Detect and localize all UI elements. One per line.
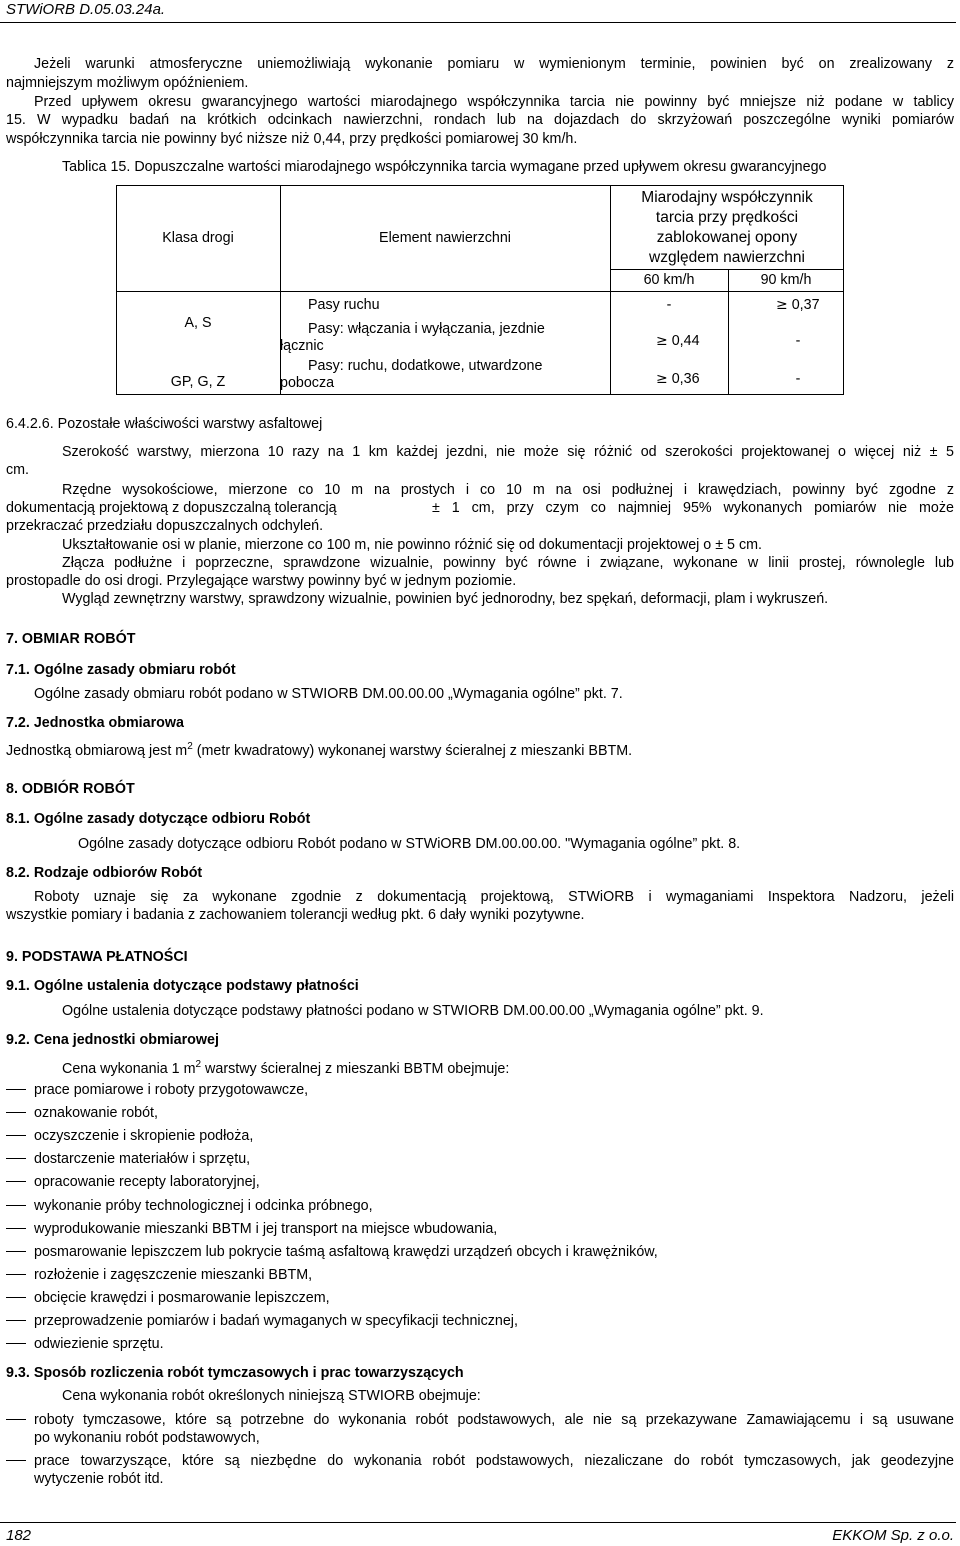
cost-item: dostarczenie materiałów i sprzętu, <box>34 1151 251 1167</box>
list-dash-icon <box>6 1228 26 1229</box>
cost-item: przeprowadzenie pomiarów i badań wymaganych w specyfikacji technicznej, <box>34 1313 518 1329</box>
greater-equal-symbol: ≥ <box>656 371 668 387</box>
section-7-2-text-sup: 2 <box>187 741 193 752</box>
table-row-1-v60: - <box>666 297 672 313</box>
table-row-2-element-line-1: Pasy: włączania i wyłączania, jezdnie <box>308 321 545 337</box>
intro-paragraph-1-line-2: najmniejszym możliwym opóźnieniem. <box>6 75 249 91</box>
header-divider <box>0 22 956 23</box>
accompanying-works-line-1: prace towarzyszące, które są niezbędne do wykonania robót podstawowych, niezaliczane do robót tymczasowych, jak geodezyjne <box>34 1453 954 1469</box>
table-row-1-v90 <box>776 295 820 315</box>
cost-item: oznakowanie robót, <box>34 1105 158 1121</box>
appearance-requirement: Wygląd zewnętrzny warstwy, sprawdzony wizualnie, powinien być jednorodny, bez spękań, deformacji, plam i wykruszeń. <box>62 591 829 607</box>
table-border-bottom <box>116 394 844 395</box>
levels-requirement-line-3: przekraczać przedziału dopuszczalnych odchyleń. <box>6 518 324 534</box>
list-dash-icon <box>6 1089 26 1090</box>
temporary-works-line-1: roboty tymczasowe, które są potrzebne do wykonania robót podstawowych, ale nie są przekazywane Zamawiającemu i są usuwane <box>34 1412 954 1428</box>
footer-divider <box>0 1522 956 1523</box>
greater-equal-symbol: ≥ <box>656 333 668 349</box>
table-row-2-element-line-2: łącznic <box>280 338 324 354</box>
cost-item: wyprodukowanie mieszanki BBTM i jej transport na miejsce wbudowania, <box>34 1221 498 1237</box>
company-name: EKKOM Sp. z o.o. <box>832 1527 954 1544</box>
section-7-1-heading: 7.1. Ogólne zasady obmiaru robót <box>6 662 236 678</box>
table-row-3-v90: - <box>795 371 801 387</box>
table-header-coef-line-1: Miarodajny współczynnik <box>641 189 813 206</box>
table-row-2-v90: - <box>795 333 801 349</box>
levels-requirement-line-1: Rzędne wysokościowe, mierzone co 10 m na prostych i co 10 m na osi podłużnej i krawędziach, powinny być zgodne z <box>62 482 954 498</box>
axis-requirement: Ukształtowanie osi w planie, mierzone co 100 m, nie powinno różnić się od dokumentacji projektowej o ± 5 cm. <box>62 537 762 553</box>
intro-paragraph-2-line-3: współczynnika tarcia nie powinny być niższe niż 0,44, przy prędkości pomiarowej 30 km/h. <box>6 131 578 147</box>
list-dash-icon <box>6 1205 26 1206</box>
list-dash-icon <box>6 1297 26 1298</box>
list-dash-icon <box>6 1181 26 1182</box>
table-header-coef-line-4: względem nawierzchni <box>649 249 805 266</box>
levels-requirement-line-2b: ± 1 cm, przy czym co najmniej 95% wykonanych pomiarów nie może <box>432 500 954 516</box>
list-dash-icon <box>6 1343 26 1344</box>
section-9-2-intro-sup: 2 <box>195 1059 202 1070</box>
page-number: 182 <box>6 1527 32 1544</box>
section-9-2-intro-b: warstwy ścieralnej z mieszanki BBTM obejmuje: <box>201 1060 510 1077</box>
section-9-2-intro <box>62 1056 509 1078</box>
section-9-2-heading: 9.2. Cena jednostki obmiarowej <box>6 1032 219 1048</box>
section-6-4-2-6-heading: 6.4.2.6. Pozostałe właściwości warstwy asfaltowej <box>6 416 323 432</box>
list-dash-icon <box>6 1460 26 1461</box>
section-9-3-heading: 9.3. Sposób rozliczenia robót tymczasowych i prac towarzyszących <box>6 1365 464 1381</box>
section-7-2-text-a: Jednostką obmiarową jest m <box>6 742 188 759</box>
list-dash-icon <box>6 1135 26 1136</box>
section-7-2-text <box>6 738 632 760</box>
section-9-heading: 9. PODSTAWA PŁATNOŚCI <box>6 949 188 965</box>
list-dash-icon <box>6 1158 26 1159</box>
table-header-class: Klasa drogi <box>162 230 234 246</box>
cost-item: prace pomiarowe i roboty przygotowawcze, <box>34 1082 309 1098</box>
accompanying-works-line-2: wytyczenie robót itd. <box>34 1471 164 1487</box>
temporary-works-line-2: po wykonaniu robót podstawowych, <box>34 1430 260 1446</box>
table-row-3-v60-value: 0,36 <box>671 371 700 387</box>
intro-paragraph-2-line-1: Przed upływem okresu gwarancyjnego wartości miarodajnego współczynnika tarcia nie powinny być mniejsze niż podane w tablicy <box>34 94 954 110</box>
intro-paragraph-1-line-1: Jeżeli warunki atmosferyczne uniemożliwiają wykonanie pomiaru w wymienionym terminie, powinien być on zrealizowany z <box>34 56 954 72</box>
list-dash-icon <box>6 1419 26 1420</box>
section-8-heading: 8. ODBIÓR ROBÓT <box>6 781 135 797</box>
section-8-2-heading: 8.2. Rodzaje odbiorów Robót <box>6 865 203 881</box>
cost-item: opracowanie recepty laboratoryjnej, <box>34 1174 260 1190</box>
table-border-top <box>116 185 844 186</box>
section-7-heading: 7. OBMIAR ROBÓT <box>6 631 136 647</box>
list-dash-icon <box>6 1112 26 1113</box>
table-row-3-element-line-2: pobocza <box>280 375 335 391</box>
section-8-2-text-line-2: wszystkie pomiary i badania z zachowaniem tolerancji według pkt. 6 dały wyniki pozytywne. <box>6 907 585 923</box>
table-row-2-v60 <box>656 331 700 351</box>
section-8-2-text-line-1: Roboty uznaje się za wykonane zgodnie z dokumentacją projektową, STWiORB i wymaganiami Inspektora Nadzoru, jeżeli <box>34 889 954 905</box>
joints-requirement-line-2: prostopadle do osi drogi. Przylegające warstwy powinny być w jednym poziomie. <box>6 573 517 589</box>
section-7-2-heading: 7.2. Jednostka obmiarowa <box>6 715 184 731</box>
table-header-coef-line-3: zablokowanej opony <box>656 229 798 246</box>
greater-equal-symbol: ≥ <box>776 297 788 313</box>
section-8-1-text: Ogólne zasady dotyczące odbioru Robót podano w STWiORB DM.00.00.00. "Wymagania ogólne” pkt. 8. <box>78 836 741 852</box>
list-dash-icon <box>6 1251 26 1252</box>
table-header-divider <box>116 291 844 292</box>
cost-item: rozłożenie i zagęszczenie mieszanki BBTM, <box>34 1267 313 1283</box>
document-header-title: STWiORB D.05.03.24a. <box>6 1 166 18</box>
table-header-coef-line-2: tarcia przy prędkości <box>655 209 799 226</box>
list-dash-icon <box>6 1274 26 1275</box>
table-border-left <box>116 185 117 395</box>
joints-requirement-line-1: Złącza podłużne i poprzeczne, sprawdzone wizualnie, powinny być równe i związane, wykonane w linii prostej, równolegle lub <box>62 555 954 571</box>
table-col-divider-1 <box>280 185 281 395</box>
section-9-2-intro-a: Cena wykonania 1 m <box>62 1060 196 1077</box>
cost-item: wykonanie próby technologicznej i odcinka próbnego, <box>34 1198 373 1214</box>
section-9-1-text: Ogólne ustalenia dotyczące podstawy płatności podano w STWIORB DM.00.00.00 „Wymagania ogólne” pkt. 9. <box>62 1003 764 1019</box>
table-header-speed-60: 60 km/h <box>643 272 695 288</box>
section-7-1-text: Ogólne zasady obmiaru robót podano w STWIORB DM.00.00.00 „Wymagania ogólne” pkt. 7. <box>34 686 623 702</box>
table-class-gp-g-z: GP, G, Z <box>170 374 226 390</box>
table-row-1-element: Pasy ruchu <box>308 297 380 313</box>
section-7-2-text-b: (metr kwadratowy) wykonanej warstwy ścieralnej z mieszanki BBTM. <box>192 742 633 759</box>
width-requirement-line-2: cm. <box>6 462 30 478</box>
section-9-1-heading: 9.1. Ogólne ustalenia dotyczące podstawy płatności <box>6 978 359 994</box>
section-8-1-heading: 8.1. Ogólne zasady dotyczące odbioru Robót <box>6 811 311 827</box>
levels-requirement-line-2a: dokumentacją projektową z dopuszczalną tolerancją <box>6 500 337 516</box>
cost-item: obcięcie krawędzi i posmarowanie lepiszczem, <box>34 1290 330 1306</box>
cost-item: posmarowanie lepiszczem lub pokrycie taśmą asfaltową krawędzi urządzeń obcych i krawężników, <box>34 1244 658 1260</box>
table-header-speed-90: 90 km/h <box>760 272 812 288</box>
table-header-element: Element nawierzchni <box>379 230 511 246</box>
cost-item: oczyszczenie i skropienie podłoża, <box>34 1128 254 1144</box>
friction-coefficient-table <box>116 185 844 395</box>
width-requirement-line-1: Szerokość warstwy, mierzona 10 razy na 1 km każdej jezdni, nie może się różnić od szerokości projektowanej o więcej niż ± 5 <box>62 444 954 460</box>
cost-item: odwiezienie sprzętu. <box>34 1336 164 1352</box>
table-class-a-s: A, S <box>184 315 212 331</box>
table-caption: Tablica 15. Dopuszczalne wartości miarodajnego współczynnika tarcia wymagane przed upływem okresu gwarancyjnego <box>62 159 827 175</box>
table-row-2-v60-value: 0,44 <box>671 333 700 349</box>
table-row-3-v60 <box>656 369 700 389</box>
intro-paragraph-2-line-2: 15. W wypadku badań na krótkich odcinkach nawierzchni, rondach lub na dojazdach do skrzyżowań poszczególne wyniki pomiarów <box>6 112 954 128</box>
list-dash-icon <box>6 1320 26 1321</box>
table-row-3-element-line-1: Pasy: ruchu, dodatkowe, utwardzone <box>308 358 543 374</box>
table-row-1-v90-value: 0,37 <box>791 297 820 313</box>
section-9-3-intro: Cena wykonania robót określonych niniejszą STWIORB obejmuje: <box>62 1388 481 1404</box>
